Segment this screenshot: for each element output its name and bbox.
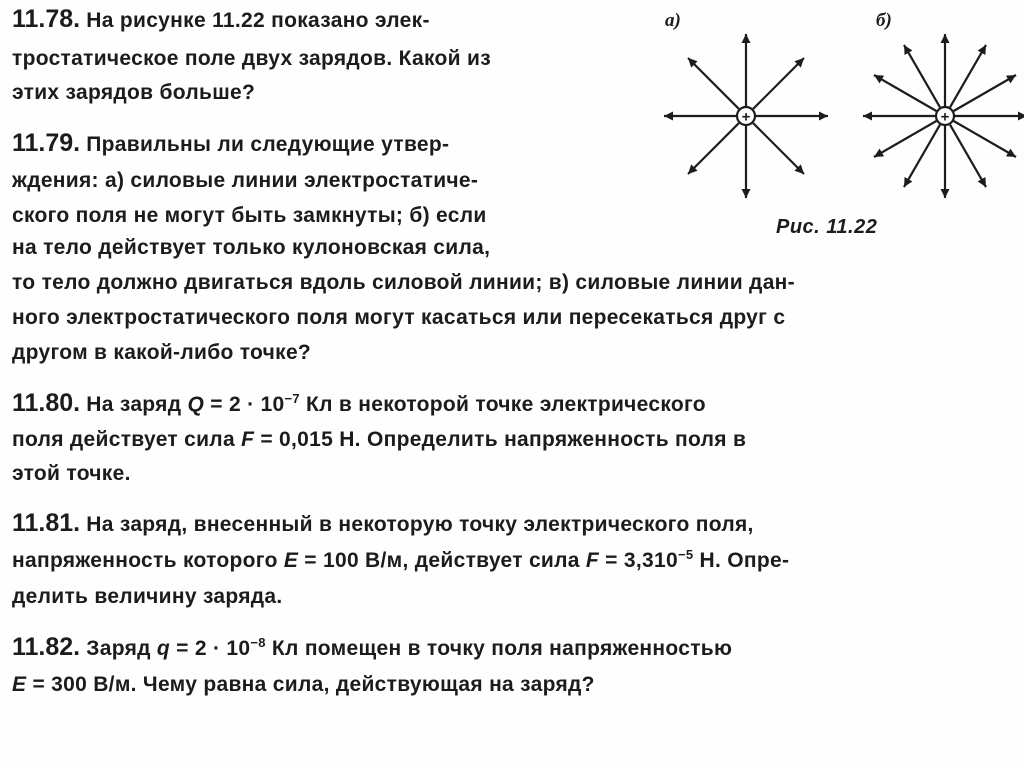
text: Заряд <box>86 637 157 660</box>
problem-11-79-line-1 <box>12 130 449 158</box>
problem-text: Правильны ли следующие утвер- <box>86 133 450 156</box>
field-lines-charge-a <box>666 28 826 208</box>
problem-11-78-line-3: этих зарядов больше? <box>12 81 256 104</box>
problem-11-79-line-6: ного электростатического поля могут касаться или пересекаться друг с <box>12 306 786 329</box>
problem-11-78-line-1 <box>12 6 430 34</box>
exponent: −5 <box>677 547 694 562</box>
field-line <box>954 75 1016 111</box>
text: = 100 В/м, действует сила <box>298 549 586 572</box>
text: Кл помещен в точку поля напряженностью <box>265 637 733 660</box>
problem-11-79-line-2: ждения: а) силовые линии электростатиче- <box>12 169 479 192</box>
problem-number: 11.81. <box>12 509 81 537</box>
field-lines-charge-b <box>860 28 1024 208</box>
field-line-arrowhead <box>941 189 950 198</box>
field-line-arrowhead <box>664 112 673 121</box>
field-line <box>874 75 936 111</box>
problem-11-81-line-1 <box>12 510 754 538</box>
field-line <box>904 45 940 107</box>
variable: E <box>283 549 299 572</box>
text: = 300 В/м. Чему равна сила, действующая на заряд? <box>26 673 595 696</box>
problem-11-79-line-5: то тело должно двигаться вдоль силовой линии; в) силовые линии дан- <box>12 271 795 294</box>
text: На заряд <box>86 393 188 416</box>
field-line <box>904 125 940 187</box>
problem-11-81-line-3: делить величину заряда. <box>12 585 283 608</box>
field-line-arrowhead <box>742 34 751 43</box>
field-line-arrowhead <box>863 112 872 121</box>
field-line <box>688 58 739 109</box>
text: Н. Опре- <box>693 549 790 572</box>
problem-11-80-line-2 <box>12 427 746 453</box>
field-line <box>950 125 986 187</box>
field-line <box>753 58 804 109</box>
problem-11-79-line-4: на тело действует только кулоновская сила, <box>12 236 491 259</box>
problem-11-82-line-1 <box>12 634 732 662</box>
field-line <box>950 45 986 107</box>
problem-text: На рисунке 11.22 показано элек- <box>86 9 430 32</box>
field-line <box>688 123 739 174</box>
field-line-arrowhead <box>941 34 950 43</box>
field-line <box>753 123 804 174</box>
text: поля действует сила <box>12 428 242 451</box>
variable: E <box>12 673 27 696</box>
text: напряженность которого <box>12 549 284 572</box>
text: = 2 · 10 <box>204 393 285 416</box>
text: = 0,015 Н. Определить напряженность поля в <box>254 428 747 451</box>
problem-11-78-line-2: тростатическое поле двух зарядов. Какой из <box>12 47 491 70</box>
field-line-arrowhead <box>742 189 751 198</box>
text: = 2 · 10 <box>170 637 251 660</box>
variable: q <box>156 637 171 660</box>
charge-sign: + <box>940 108 950 126</box>
problem-11-79-line-7: другом в какой-либо точке? <box>12 341 312 364</box>
problem-number: 11.80. <box>12 389 81 417</box>
text: На заряд, внесенный в некоторую точку электрического поля, <box>86 513 754 536</box>
variable: Q <box>187 393 205 416</box>
problem-11-82-line-2 <box>12 672 595 698</box>
problem-number: 11.78. <box>12 5 81 33</box>
figure-caption: Рис. 11.22 <box>776 216 878 238</box>
exponent: −7 <box>284 391 300 406</box>
field-line <box>954 121 1016 157</box>
variable: F <box>241 428 255 451</box>
field-line-arrowhead <box>819 112 828 121</box>
figure-label-a: а) <box>665 10 681 31</box>
problem-11-80-line-1 <box>12 390 706 418</box>
exponent: −8 <box>250 635 266 650</box>
problem-11-81-line-2 <box>12 548 789 574</box>
field-line <box>874 121 936 157</box>
charge-sign: + <box>741 108 751 126</box>
text: Кл в некоторой точке электрического <box>299 393 706 416</box>
problem-11-80-line-3: этой точке. <box>12 462 131 485</box>
text: = 3,310 <box>599 549 678 572</box>
variable: F <box>585 549 600 572</box>
problem-number: 11.82. <box>12 633 81 661</box>
problem-number: 11.79. <box>12 129 81 157</box>
field-line-arrowhead <box>1018 112 1024 121</box>
problem-11-79-line-3: ского поля не могут быть замкнуты; б) если <box>12 204 487 227</box>
figure-label-b: б) <box>876 10 892 31</box>
